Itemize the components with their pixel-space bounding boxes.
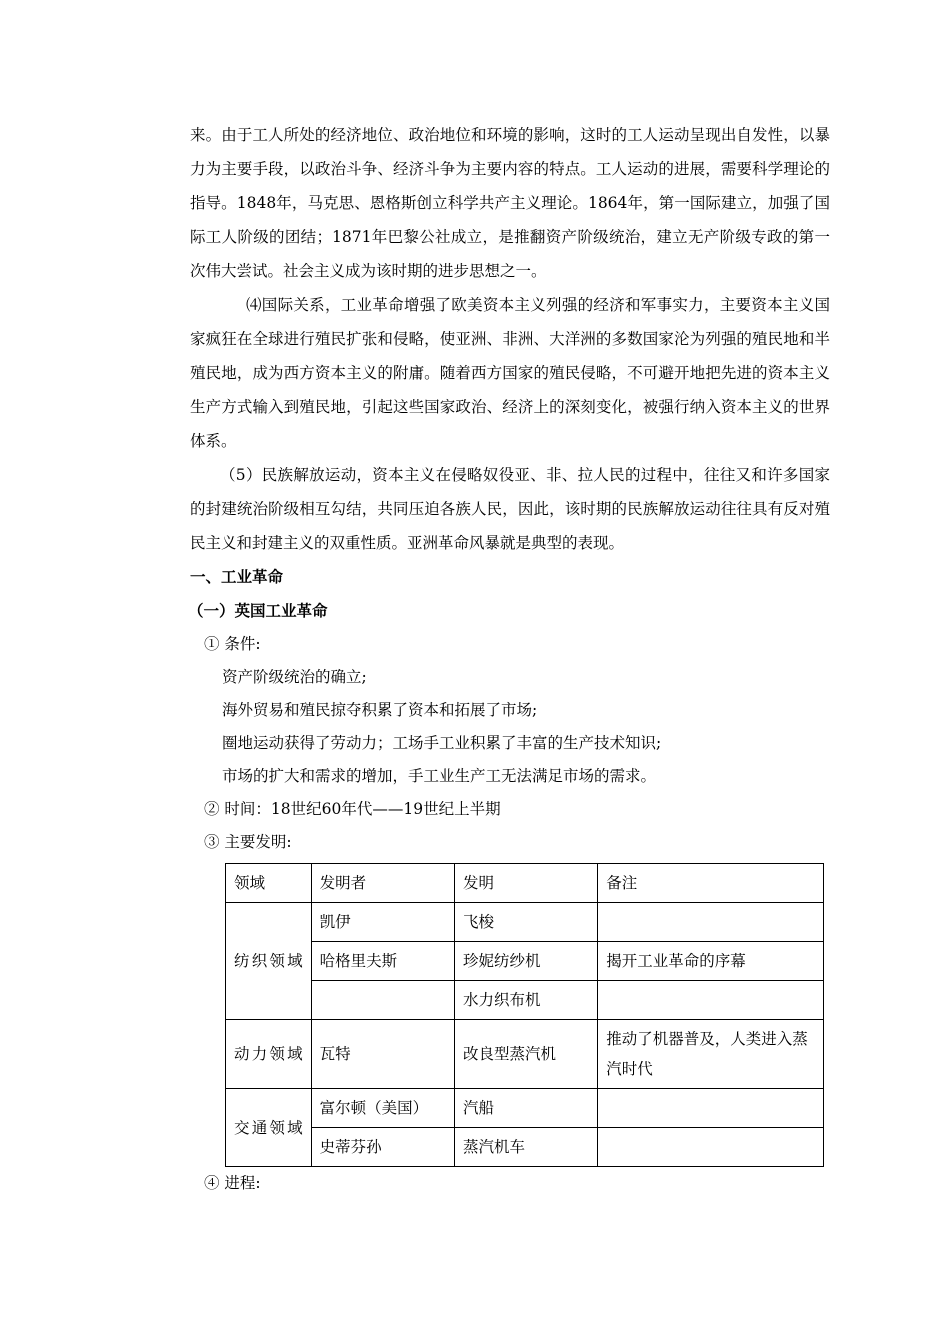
header-cell: 领域 bbox=[226, 864, 312, 903]
paragraph-international-relations: ⑷国际关系，工业革命增强了欧美资本主义列强的经济和军事实力，主要资本主义国家疯狂在全球进行殖民扩张和侵略，使亚洲、非洲、大洋洲的多数国家沦为列强的殖民地和半殖民地，成为西方资本主义的附庸。随着西方国家的殖民侵略，不可避开地把先进的资本主义生产方式输入到殖民地，引起这些国家政治、经济上的深刻变化，被强行纳入资本主义的世界体系。 bbox=[190, 296, 830, 450]
note-cell bbox=[598, 1089, 824, 1128]
heading-british-industrial-revolution: （一）英国工业革命 bbox=[188, 602, 328, 620]
table-row bbox=[226, 1020, 824, 1089]
invention-cell: 汽船 bbox=[454, 1089, 597, 1128]
paragraph-workers-movement: 来。由于工人所处的经济地位、政治地位和环境的影响，这时的工人运动呈现出自发性，以暴力为主要手段，以政治斗争、经济斗争为主要内容的特点。工人运动的进展，需要科学理论的指导。1848年，马克思、恩格斯创立科学共产主义理论。1864年，第一国际建立，加强了国际工人阶级的团结；1871年巴黎公社成立，是推翻资产阶级统治，建立无产阶级专政的第一次伟大尝试。社会主义成为该时期的进步思想之一。 bbox=[190, 126, 830, 280]
time-line: ② 时间：18世纪60年代——19世纪上半期 bbox=[204, 800, 501, 818]
condition-item: 资产阶级统治的确立; bbox=[222, 668, 367, 686]
note-cell: 推动了机器普及，人类进入蒸汽时代 bbox=[598, 1020, 824, 1089]
domain-cell-transport bbox=[226, 1089, 312, 1167]
note-cell bbox=[598, 981, 824, 1020]
table-header-row bbox=[226, 864, 824, 903]
inventions-table bbox=[225, 863, 824, 1167]
inventor-cell bbox=[311, 981, 454, 1020]
inventor-cell: 富尔顿（美国） bbox=[311, 1089, 454, 1128]
note-cell bbox=[598, 903, 824, 942]
table-row bbox=[226, 903, 824, 942]
invention-cell: 改良型蒸汽机 bbox=[454, 1020, 597, 1089]
table-row bbox=[226, 1089, 824, 1128]
header-cell: 备注 bbox=[598, 864, 824, 903]
domain-cell-textile bbox=[226, 903, 312, 1020]
inventions-label: ③ 主要发明: bbox=[204, 833, 292, 851]
invention-cell: 珍妮纺纱机 bbox=[454, 942, 597, 981]
condition-item: 海外贸易和殖民掠夺积累了资本和拓展了市场; bbox=[222, 701, 538, 719]
domain-cell-power bbox=[226, 1020, 312, 1089]
conditions-label: ① 条件: bbox=[204, 635, 261, 653]
invention-cell: 蒸汽机车 bbox=[454, 1128, 597, 1167]
inventor-cell: 哈格里夫斯 bbox=[311, 942, 454, 981]
domain-label: 纺织领域 bbox=[234, 952, 303, 970]
document-page bbox=[190, 118, 830, 1200]
process-label: ④ 进程: bbox=[204, 1174, 261, 1192]
condition-item: 圈地运动获得了劳动力；工场手工业积累了丰富的生产技术知识; bbox=[222, 734, 662, 752]
invention-cell: 飞梭 bbox=[454, 903, 597, 942]
invention-cell: 水力织布机 bbox=[454, 981, 597, 1020]
header-cell: 发明 bbox=[454, 864, 597, 903]
domain-label: 动力领域 bbox=[234, 1045, 303, 1063]
header-cell: 发明者 bbox=[311, 864, 454, 903]
paragraph-national-liberation: （5）民族解放运动，资本主义在侵略奴役亚、非、拉人民的过程中，往往又和许多国家的封建统治阶级相互勾结，共同压迫各族人民，因此，该时期的民族解放运动往往具有反对殖民主义和封建主义的双重性质。亚洲革命风暴就是典型的表现。 bbox=[190, 466, 830, 552]
domain-label: 交通领域 bbox=[234, 1118, 303, 1137]
heading-industrial-revolution: 一、工业革命 bbox=[190, 568, 284, 586]
inventor-cell: 瓦特 bbox=[311, 1020, 454, 1089]
table-row bbox=[226, 981, 824, 1020]
table-row bbox=[226, 942, 824, 981]
note-cell bbox=[598, 1128, 824, 1167]
table-row bbox=[226, 1128, 824, 1167]
inventor-cell: 史蒂芬孙 bbox=[311, 1128, 454, 1167]
condition-item: 市场的扩大和需求的增加，手工业生产工无法满足市场的需求。 bbox=[222, 767, 657, 785]
note-cell: 揭开工业革命的序幕 bbox=[598, 942, 824, 981]
inventor-cell: 凯伊 bbox=[311, 903, 454, 942]
